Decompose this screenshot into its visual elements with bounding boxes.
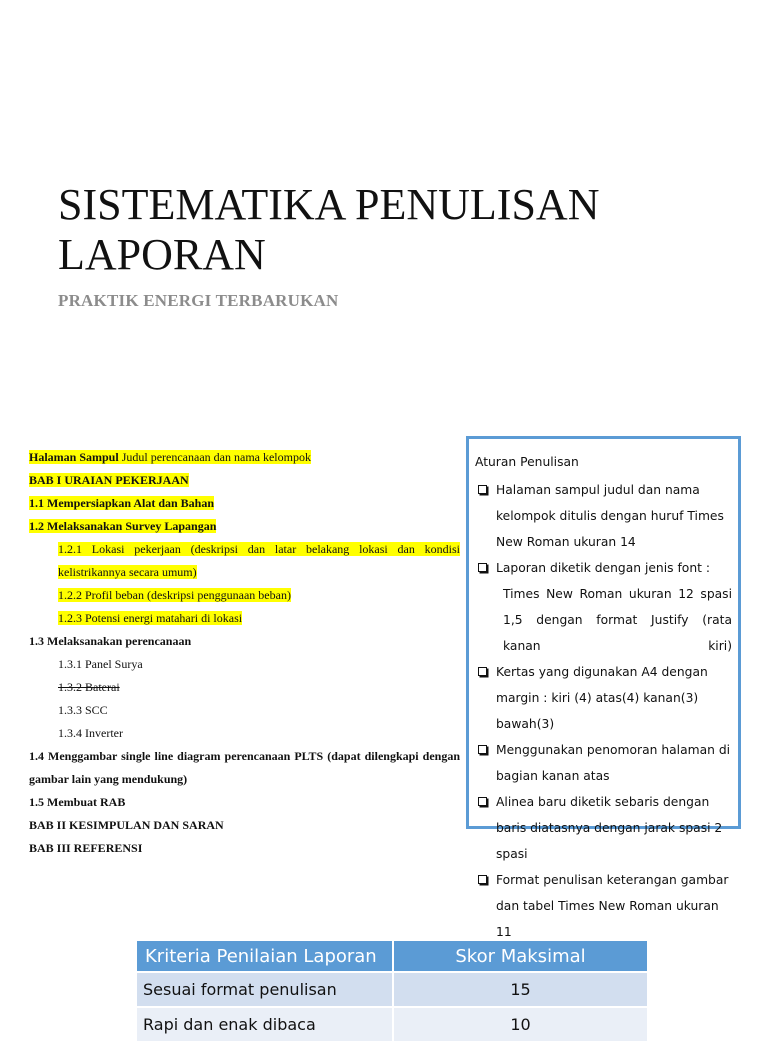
writing-rules-box [466,436,741,939]
outline-cover-text: Judul perencanaan dan nama kelompok [121,450,311,464]
rule-item: Laporan diketik dengan jenis font : Times New Roman ukuran 12 spasi 1,5 dengan format Justify (rata kanan kiri) [475,555,732,659]
outline-subitem: 1.3.3 SCC [58,703,108,717]
outline-subitem: 1.2.3 Potensi energi matahari di lokasi [58,611,243,625]
outline-subitem-struck: 1.3.2 Baterai [58,680,120,694]
outline-subitem: 1.3.4 Inverter [58,726,123,740]
slide-title: SISTEMATIKA PENULISAN LAPORAN [58,180,600,279]
rules-title: Aturan Penulisan [475,455,579,469]
outline-item: 1.3 Melaksanakan perencanaan [29,634,192,648]
outline-subitem: 1.2.1 Lokasi pekerjaan (deskripsi dan latar belakang lokasi dan kondisi kelistrikannya secara umum) [58,542,460,579]
outline-item: 1.4 Menggambar single line diagram perencanaan PLTS (dapat dilengkapi dengan gambar lain yang mendukung) [29,749,460,786]
criteria-cell: Sesuai format penulisan [137,972,393,1007]
report-outline [29,446,460,860]
rule-item: Halaman sampul judul dan nama kelompok ditulis dengan huruf Times New Roman ukuran 14 [475,477,732,555]
rule-item: Kertas yang digunakan A4 dengan margin : kiri (4) atas(4) kanan(3) bawah(3) [475,659,732,737]
score-cell: 10 [393,1007,648,1041]
checkbox-bullet-icon [478,485,487,494]
rule-item: Format penulisan keterangan gambar dan tabel Times New Roman ukuran 11 [475,867,732,945]
checkbox-bullet-icon [478,745,487,754]
outline-item: 1.2 Melaksanakan Survey Lapangan [29,519,217,533]
criteria-table [137,941,649,1041]
checkbox-bullet-icon [478,797,487,806]
table-row [137,972,648,1007]
slide-subtitle: PRAKTIK ENERGI TERBARUKAN [58,291,339,310]
column-header: Kriteria Penilaian Laporan [137,941,393,972]
rule-item: Menggunakan penomoran halaman di bagian kanan atas [475,737,732,789]
checkbox-bullet-icon [478,667,487,676]
outline-subitem: 1.3.1 Panel Surya [58,657,143,671]
outline-cover-line [29,446,460,469]
checkbox-bullet-icon [478,875,487,884]
column-header: Skor Maksimal [393,941,648,972]
table-row [137,1007,648,1041]
rule-item: Alinea baru diketik sebaris dengan baris diatasnya dengan jarak spasi 2 spasi [475,789,732,867]
outline-item: BAB III REFERENSI [29,841,143,855]
outline-item: BAB I URAIAN PEKERJAAN [29,473,189,487]
table-header-row [137,941,648,972]
outline-item: 1.5 Membuat RAB [29,795,126,809]
rule-item-continuation: Times New Roman ukuran 12 spasi 1,5 dengan format Justify (rata kanan kiri) [503,587,732,653]
outline-item: BAB II KESIMPULAN DAN SARAN [29,818,224,832]
outline-subitem: 1.2.2 Profil beban (deskripsi penggunaan beban) [58,588,291,602]
checkbox-bullet-icon [478,563,487,572]
criteria-cell: Rapi dan enak dibaca [137,1007,393,1041]
outline-cover-label: Halaman Sampul [29,450,119,464]
score-cell: 15 [393,972,648,1007]
outline-item: 1.1 Mempersiapkan Alat dan Bahan [29,496,215,510]
